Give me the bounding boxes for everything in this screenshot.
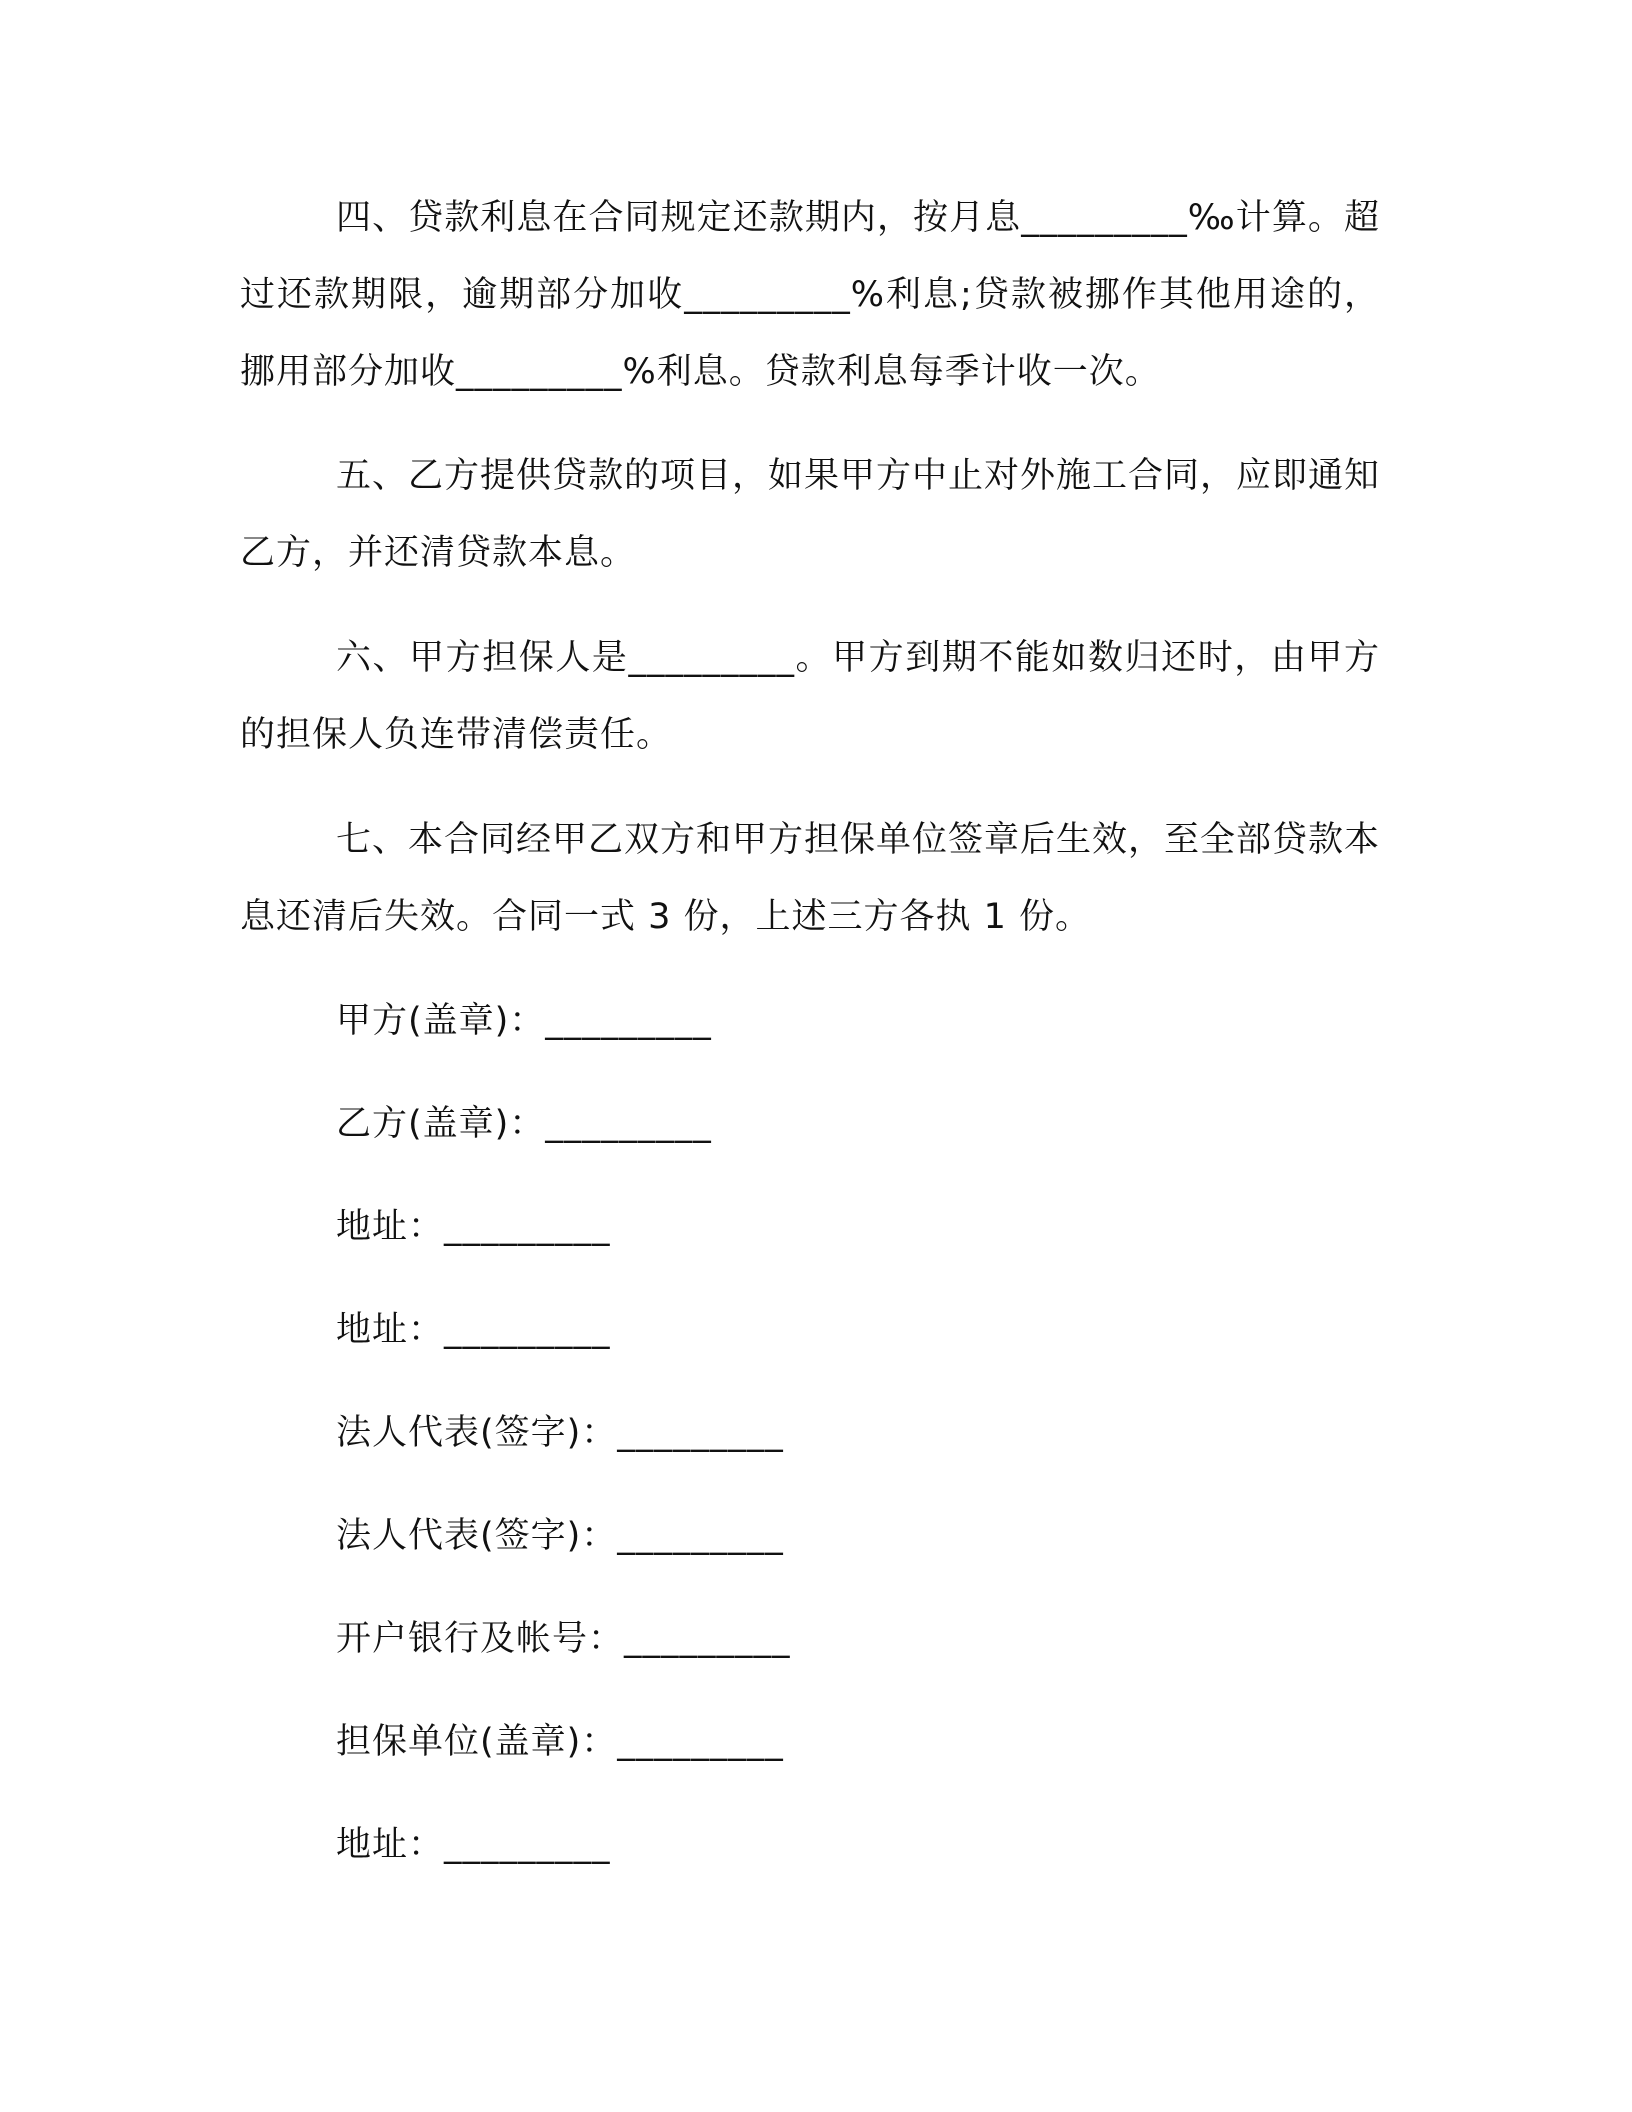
guarantor-address-field: 地址：_________ xyxy=(336,1825,611,1865)
clause-five: 五、乙方提供贷款的项目，如果甲方中止对外施工合同，应即通知乙方，并还清贷款本息。 xyxy=(240,456,1381,573)
clause-four: 四、贷款利息在合同规定还款期内，按月息_________‰计算。超过还款期限，逾期部分加收_________%利息;贷款被挪作其他用途的，挪用部分加收_________%利息。贷款利息每季计收一次。 xyxy=(240,198,1380,392)
guarantor-seal-field: 担保单位(盖章)：_________ xyxy=(336,1722,784,1762)
address-field-a: 地址：_________ xyxy=(336,1207,611,1247)
party-b-seal-field: 乙方(盖章)：_________ xyxy=(336,1104,712,1144)
clause-six: 六、甲方担保人是_________。甲方到期不能如数归还时，由甲方的担保人负连带清偿责任。 xyxy=(240,638,1380,755)
legal-rep-signature-field-a: 法人代表(签字)：_________ xyxy=(336,1413,784,1453)
party-a-seal-field: 甲方(盖章)：_________ xyxy=(336,1001,712,1041)
clause-seven: 七、本合同经甲乙双方和甲方担保单位签章后生效，至全部贷款本息还清后失效。合同一式 3 份，上述三方各执 1 份。 xyxy=(240,820,1381,937)
legal-rep-signature-field-b: 法人代表(签字)：_________ xyxy=(336,1516,784,1556)
bank-account-field: 开户银行及帐号：_________ xyxy=(336,1619,791,1659)
address-field-b: 地址：_________ xyxy=(336,1310,611,1350)
